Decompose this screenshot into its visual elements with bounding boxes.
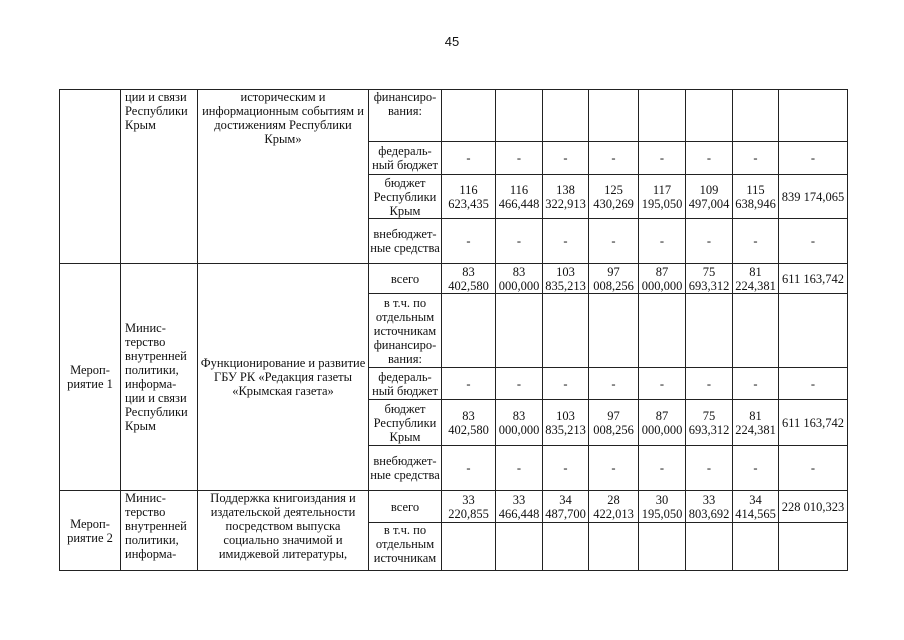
value-cell: - [639,368,686,400]
executor-cell: Минис-терство внутренней политики, информа- [121,491,198,571]
source-label: внебюджет-ные средства [369,446,442,491]
value-cell: - [543,219,589,264]
value-cell: - [639,142,686,175]
value-cell: - [733,142,779,175]
value-cell: 839 174,065 [779,175,848,219]
value-cell: - [496,142,543,175]
value-cell [686,523,733,571]
value-cell [779,523,848,571]
value-cell: 34 414,565 [733,491,779,523]
value-cell: 611 163,742 [779,400,848,446]
value-cell: - [543,446,589,491]
value-cell [543,90,589,142]
value-cell [543,294,589,368]
value-cell [779,294,848,368]
value-cell [639,90,686,142]
budget-table [59,89,848,571]
value-cell [686,294,733,368]
value-cell: 83 402,580 [442,264,496,294]
value-cell: - [496,446,543,491]
value-cell: - [589,368,639,400]
value-cell [442,294,496,368]
event-cell: Мероп-риятие 1 [60,264,121,491]
value-cell: 97 008,256 [589,264,639,294]
title-cell: Поддержка книгоиздания и издательской деятельности посредством выпуска социально значимой и имиджевой литературы, [198,491,369,571]
value-cell: 116 466,448 [496,175,543,219]
source-label: федераль-ный бюджет [369,142,442,175]
value-cell: - [589,142,639,175]
table-row [60,264,848,294]
value-cell [589,90,639,142]
value-cell: 81 224,381 [733,400,779,446]
value-cell: 116 623,435 [442,175,496,219]
value-cell: 75 693,312 [686,264,733,294]
value-cell: - [543,142,589,175]
event-cell: Мероп-риятие 2 [60,491,121,571]
source-label: в т.ч. по отдельным источникам финансиро-вания: [369,294,442,368]
value-cell: 117 195,050 [639,175,686,219]
source-label: федераль-ный бюджет [369,368,442,400]
value-cell [733,90,779,142]
value-cell: - [496,368,543,400]
value-cell: - [686,142,733,175]
value-cell [496,90,543,142]
value-cell: - [589,219,639,264]
title-cell: историческим и информационным событиям и достижениям Республики Крым» [198,90,369,264]
value-cell: 34 487,700 [543,491,589,523]
value-cell [686,90,733,142]
value-cell: 97 008,256 [589,400,639,446]
value-cell: 33 803,692 [686,491,733,523]
value-cell [639,523,686,571]
executor-cell: Минис-терство внутренней политики, информа-ции и связи Республики Крым [121,264,198,491]
value-cell: - [686,368,733,400]
value-cell: - [733,219,779,264]
source-label: бюджет Республики Крым [369,175,442,219]
value-cell: - [733,446,779,491]
table-row [60,491,848,523]
value-cell: - [779,219,848,264]
value-cell [589,294,639,368]
event-cell [60,90,121,264]
value-cell: 87 000,000 [639,264,686,294]
value-cell: - [442,446,496,491]
title-cell: Функционирование и развитие ГБУ РК «Редакция газеты «Крымская газета» [198,264,369,491]
value-cell: 28 422,013 [589,491,639,523]
value-cell [496,523,543,571]
value-cell: - [639,446,686,491]
value-cell: 83 402,580 [442,400,496,446]
value-cell [442,90,496,142]
value-cell [779,90,848,142]
value-cell: 81 224,381 [733,264,779,294]
value-cell [639,294,686,368]
value-cell [543,523,589,571]
page-number: 45 [444,34,460,49]
value-cell: 115 638,946 [733,175,779,219]
value-cell [589,523,639,571]
source-label: всего [369,264,442,294]
value-cell: 30 195,050 [639,491,686,523]
source-label: в т.ч. по отдельным источникам [369,523,442,571]
value-cell: 125 430,269 [589,175,639,219]
value-cell: 109 497,004 [686,175,733,219]
value-cell: 83 000,000 [496,264,543,294]
value-cell: 83 000,000 [496,400,543,446]
value-cell [496,294,543,368]
source-label: всего [369,491,442,523]
value-cell: - [779,142,848,175]
value-cell [733,523,779,571]
value-cell: 228 010,323 [779,491,848,523]
value-cell: - [442,368,496,400]
value-cell: 138 322,913 [543,175,589,219]
source-label: финансиро-вания: [369,90,442,142]
value-cell: - [686,446,733,491]
value-cell: - [496,219,543,264]
value-cell: - [442,219,496,264]
value-cell: - [543,368,589,400]
value-cell: - [639,219,686,264]
value-cell: 103 835,213 [543,400,589,446]
value-cell: 33 466,448 [496,491,543,523]
value-cell: 103 835,213 [543,264,589,294]
value-cell [442,523,496,571]
executor-cell: ции и связи Республики Крым [121,90,198,264]
value-cell: - [779,446,848,491]
value-cell: 75 693,312 [686,400,733,446]
value-cell: - [589,446,639,491]
value-cell: 33 220,855 [442,491,496,523]
value-cell: - [442,142,496,175]
value-cell: 87 000,000 [639,400,686,446]
value-cell: - [733,368,779,400]
value-cell: - [686,219,733,264]
value-cell [733,294,779,368]
source-label: бюджет Республики Крым [369,400,442,446]
source-label: внебюджет-ные средства [369,219,442,264]
value-cell: 611 163,742 [779,264,848,294]
table-row [60,90,848,142]
value-cell: - [779,368,848,400]
